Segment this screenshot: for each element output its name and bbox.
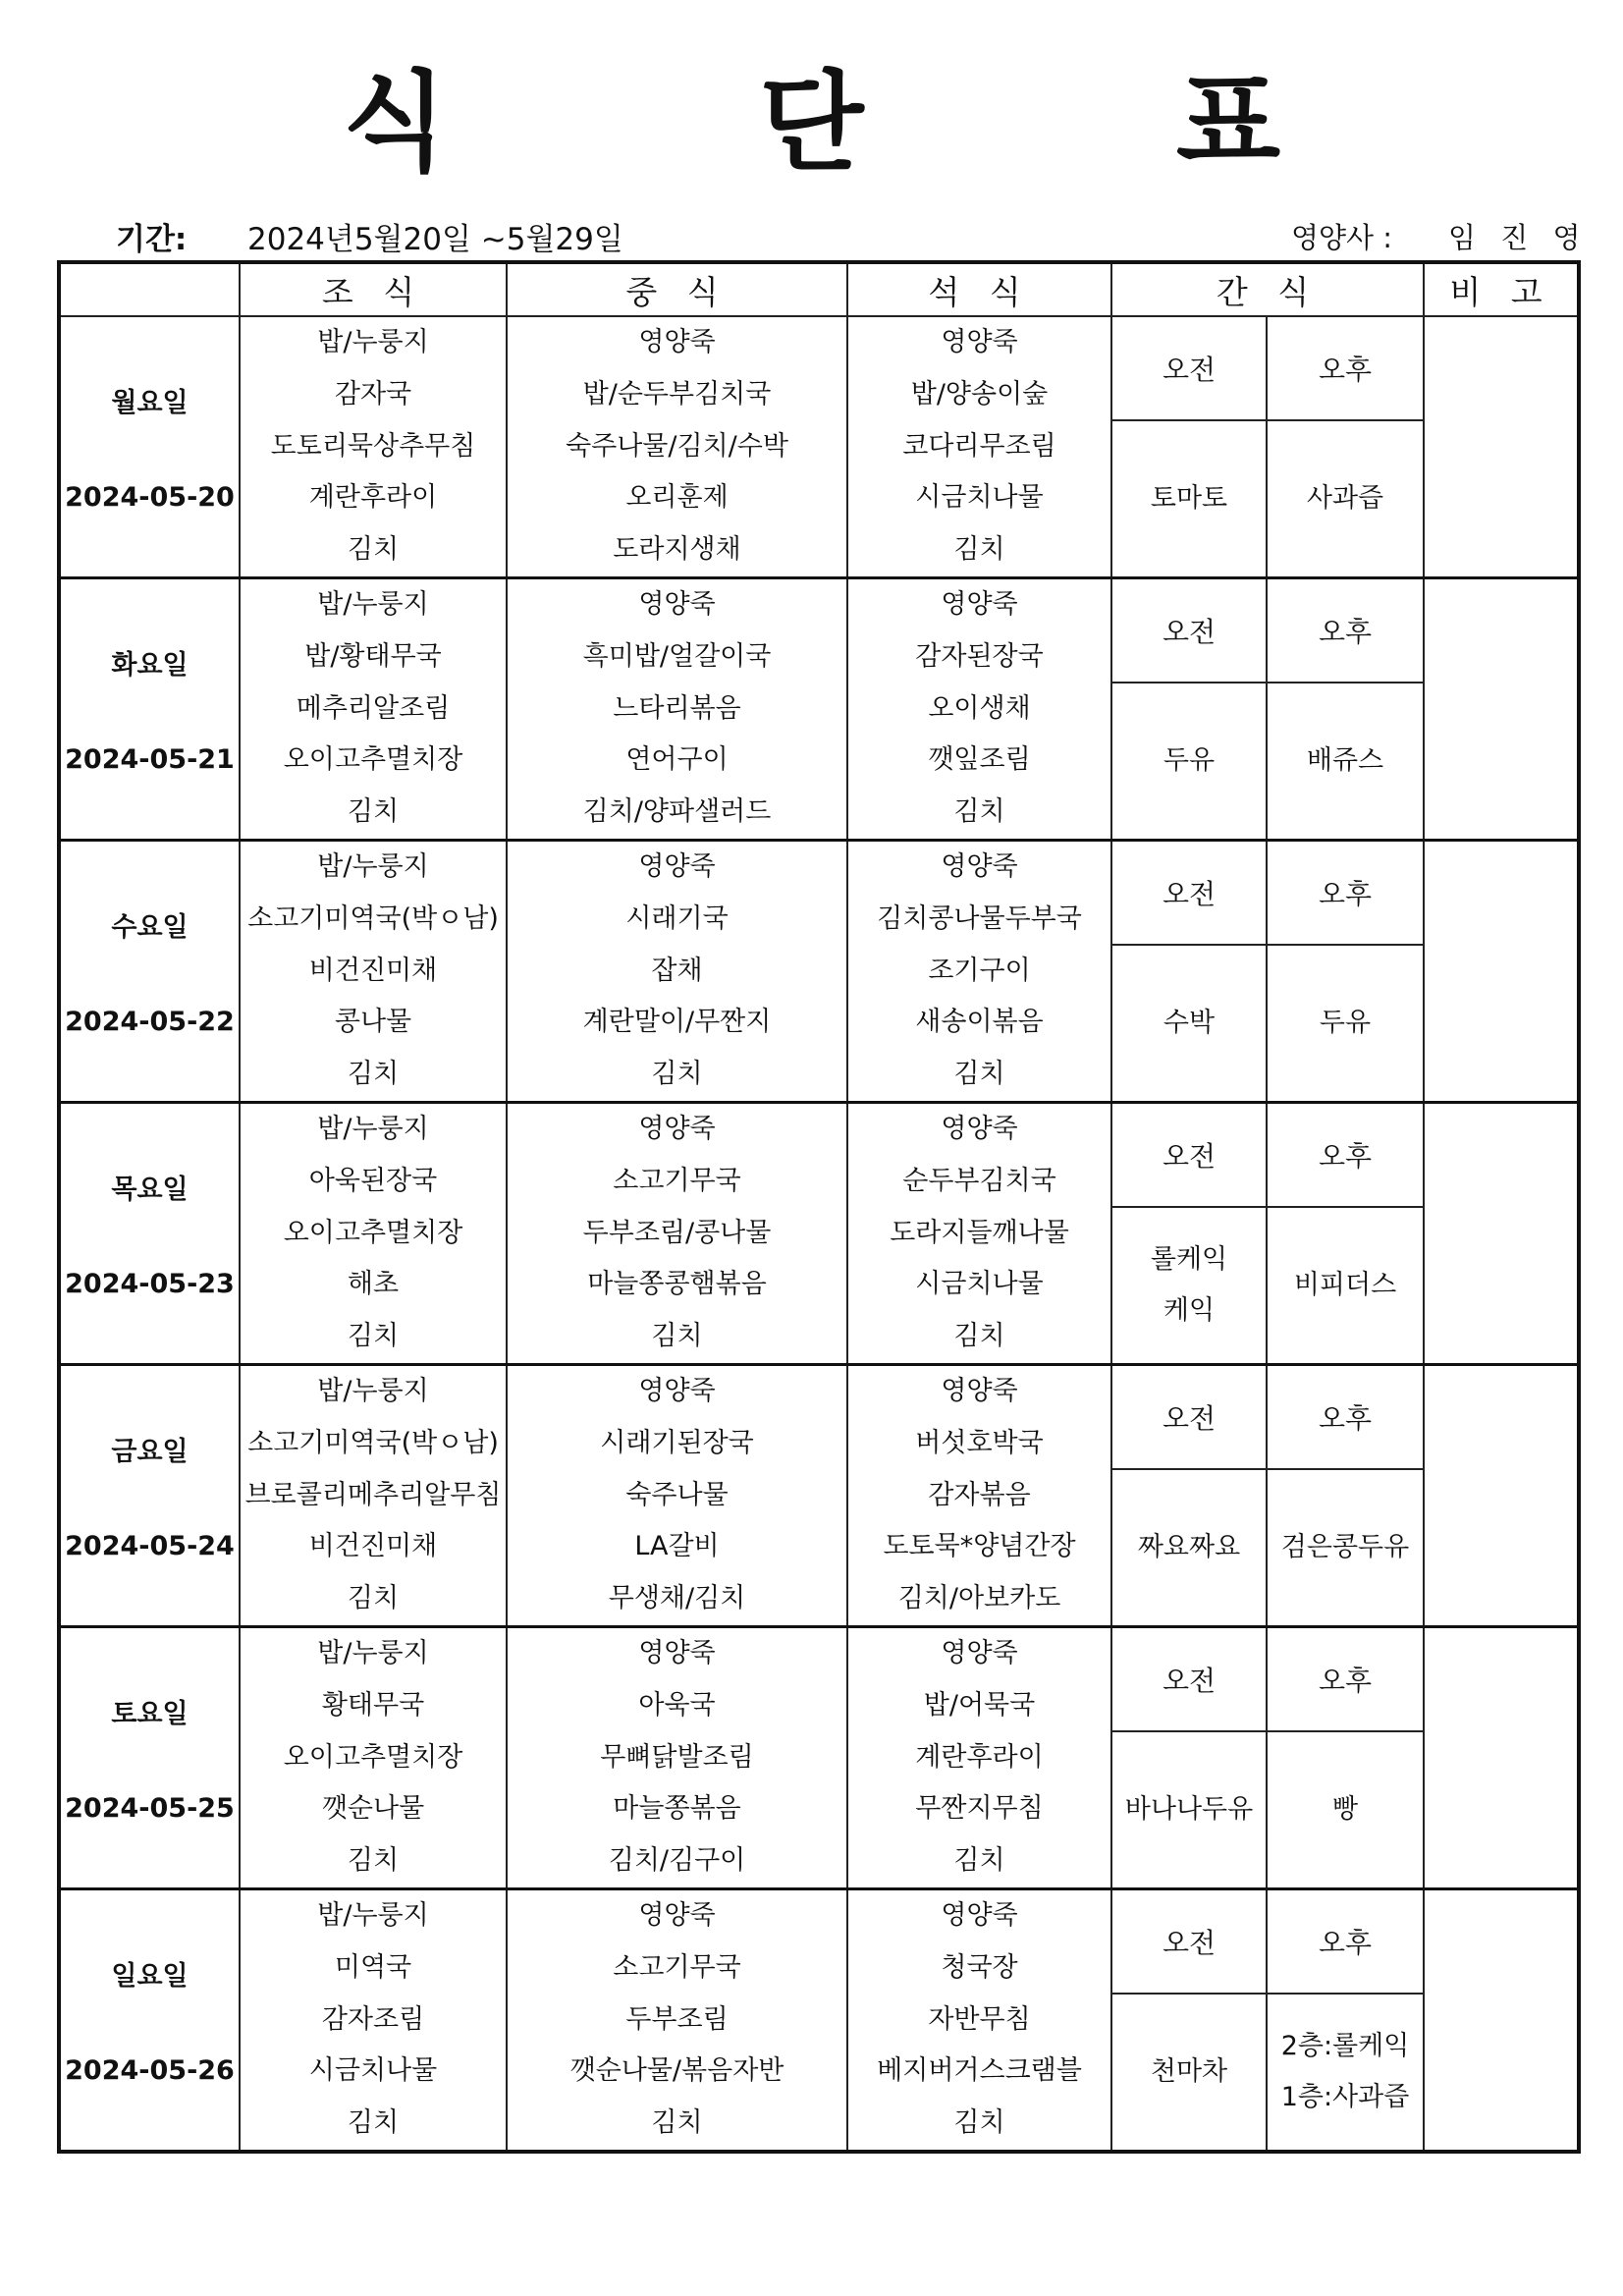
header-lunch: 중 식: [507, 262, 847, 316]
dinner-item: 베지버거스크램블: [877, 2055, 1082, 2087]
breakfast-item: 비건진미채: [308, 1531, 438, 1562]
snack-pm-label: 오후: [1267, 1626, 1424, 1731]
day-name: 토요일: [111, 1698, 189, 1729]
breakfast-cell: [240, 1364, 507, 1626]
breakfast-cell: [240, 316, 507, 577]
breakfast-item: 밥/누룽지: [317, 1637, 429, 1668]
snack-pm-cell: [1267, 1207, 1424, 1364]
dinner-cell: [847, 316, 1111, 577]
day-date: 2024-05-22: [65, 1006, 235, 1037]
snack-am-label: 오전: [1111, 577, 1267, 683]
dinner-item: 깻잎조림: [928, 744, 1031, 776]
lunch-item: 김치/김구이: [608, 1845, 746, 1877]
breakfast-item: 오이고추멸치장: [283, 1741, 463, 1773]
snack-am-cell: [1111, 1731, 1267, 1888]
lunch-item: 아욱국: [638, 1689, 716, 1721]
snack-am-item: 토마토: [1150, 482, 1228, 514]
day-cell: [59, 1102, 240, 1364]
snack-am-label: 오전: [1111, 1626, 1267, 1731]
dinner-cell: [847, 1888, 1111, 2151]
lunch-item: 소고기무국: [613, 1951, 741, 1983]
dietitian-label: 영양사 :: [1291, 221, 1393, 254]
snack-pm-item: 배쥬스: [1306, 744, 1384, 776]
day-date: 2024-05-21: [65, 743, 235, 775]
header-snack: 간 식: [1111, 262, 1424, 316]
snack-pm-label: 오후: [1267, 840, 1424, 945]
lunch-cell: [507, 1364, 847, 1626]
period-value: 2024년5월20일 ~5월29일: [247, 222, 623, 257]
breakfast-item: 감자국: [334, 378, 412, 410]
snack-am-cell: [1111, 1994, 1267, 2152]
snack-pm-item: 사과즙: [1306, 482, 1384, 514]
breakfast-item: 김치: [347, 1321, 400, 1352]
dinner-item: 김치/아보카도: [897, 1583, 1061, 1614]
lunch-item: LA갈비: [634, 1531, 720, 1562]
dinner-item: 영양죽: [941, 1637, 1018, 1668]
snack-am-item: 바나나두유: [1124, 1793, 1254, 1825]
lunch-item: 계란말이/무짠지: [582, 1007, 772, 1038]
lunch-item: 연어구이: [625, 744, 729, 776]
header-dinner: 석 식: [847, 262, 1111, 316]
dinner-item: 자반무침: [928, 2003, 1031, 2035]
breakfast-item: 소고기미역국(박ㅇ남): [247, 902, 499, 934]
snack-pm-item: 두유: [1319, 1007, 1372, 1038]
day-date: 2024-05-20: [65, 481, 235, 513]
dinner-item: 영양죽: [941, 588, 1018, 620]
snack-am-label: 오전: [1111, 1888, 1267, 1994]
dinner-item: 밥/어묵국: [923, 1689, 1036, 1721]
day-name: 목요일: [111, 1174, 189, 1205]
snack-am-item: 천마차: [1150, 2055, 1228, 2087]
lunch-item: 무뼈닭발조림: [600, 1741, 754, 1773]
lunch-cell: [507, 1102, 847, 1364]
snack-pm-item: 검은콩두유: [1280, 1531, 1410, 1562]
lunch-item: 영양죽: [638, 1375, 716, 1406]
snack-pm-cell: [1267, 1469, 1424, 1626]
snack-am-cell: [1111, 1469, 1267, 1626]
dinner-cell: [847, 1102, 1111, 1364]
snack-pm-label: 오후: [1267, 1364, 1424, 1469]
day-row: [59, 840, 1579, 945]
dinner-item: 밥/양송이숲: [910, 378, 1049, 410]
snack-am-item: 수박: [1163, 1007, 1216, 1038]
day-cell: [59, 1364, 240, 1626]
lunch-item: 마늘쫑볶음: [613, 1793, 741, 1825]
dinner-item: 김치: [953, 534, 1005, 566]
snack-pm-item: 2층:롤케익: [1280, 2030, 1410, 2061]
snack-am-item: 두유: [1163, 744, 1216, 776]
lunch-item: 영양죽: [638, 1899, 716, 1931]
dinner-item: 영양죽: [941, 1899, 1018, 1931]
dietitian-name: 임 진 영: [1448, 221, 1589, 254]
dinner-cell: [847, 1364, 1111, 1626]
note-cell: [1424, 1888, 1579, 2151]
breakfast-item: 밥/누룽지: [317, 1375, 429, 1406]
lunch-item: 영양죽: [638, 850, 716, 882]
dinner-item: 순두부김치국: [902, 1165, 1056, 1196]
dinner-item: 김치: [953, 1845, 1005, 1877]
snack-am-label: 오전: [1111, 840, 1267, 945]
snack-pm-cell: [1267, 1994, 1424, 2152]
snack-pm-item: 비피더스: [1293, 1269, 1397, 1300]
lunch-item: 김치/양파샐러드: [582, 796, 772, 828]
day-row: [59, 1102, 1579, 1207]
snack-pm-label: 오후: [1267, 1888, 1424, 1994]
dinner-item: 감자된장국: [915, 640, 1044, 672]
dinner-item: 새송이볶음: [915, 1007, 1044, 1038]
breakfast-item: 브로콜리메추리알무침: [244, 1479, 502, 1510]
lunch-item: 잡채: [651, 955, 703, 986]
dinner-item: 김치콩나물두부국: [877, 902, 1082, 934]
day-date: 2024-05-26: [65, 2054, 235, 2086]
breakfast-item: 밥/누룽지: [317, 1899, 429, 1931]
breakfast-item: 김치: [347, 796, 400, 828]
breakfast-item: 밥/누룽지: [317, 588, 429, 620]
breakfast-item: 오이고추멸치장: [283, 744, 463, 776]
lunch-item: 소고기무국: [613, 1165, 741, 1196]
dinner-cell: [847, 840, 1111, 1102]
dinner-item: 김치: [953, 2107, 1005, 2139]
day-row: [59, 577, 1579, 683]
lunch-item: 숙주나물: [625, 1479, 729, 1510]
breakfast-item: 황태무국: [321, 1689, 425, 1721]
snack-am-item: 케익: [1163, 1294, 1216, 1326]
lunch-item: 숙주나물/김치/수박: [566, 430, 788, 462]
day-row: [59, 1364, 1579, 1469]
lunch-cell: [507, 577, 847, 840]
lunch-item: 시래기국: [625, 902, 729, 934]
dinner-item: 영양죽: [941, 1375, 1018, 1406]
lunch-item: 느타리볶음: [613, 692, 741, 724]
day-cell: [59, 1888, 240, 2151]
snack-pm-label: 오후: [1267, 1102, 1424, 1207]
dinner-item: 도라지들깨나물: [890, 1217, 1069, 1248]
lunch-item: 영양죽: [638, 327, 716, 357]
breakfast-item: 김치: [347, 1845, 400, 1877]
breakfast-item: 밥/누룽지: [317, 850, 429, 882]
day-cell: [59, 840, 240, 1102]
lunch-cell: [507, 1626, 847, 1888]
breakfast-cell: [240, 840, 507, 1102]
breakfast-item: 김치: [347, 2107, 400, 2139]
snack-pm-cell: [1267, 1731, 1424, 1888]
header-breakfast: 조 식: [240, 262, 507, 316]
day-row: [59, 1888, 1579, 1994]
snack-pm-cell: [1267, 945, 1424, 1102]
dinner-item: 시금치나물: [915, 482, 1044, 514]
snack-am-cell: [1111, 1207, 1267, 1364]
lunch-item: 밥/순두부김치국: [582, 378, 772, 410]
breakfast-item: 김치: [347, 534, 400, 566]
note-cell: [1424, 1102, 1579, 1364]
breakfast-item: 밥/누룽지: [317, 327, 429, 357]
lunch-cell: [507, 316, 847, 577]
dinner-item: 조기구이: [928, 955, 1031, 986]
header-day-column: [59, 262, 240, 316]
breakfast-item: 김치: [347, 1583, 400, 1614]
snack-pm-label: 오후: [1267, 577, 1424, 683]
day-cell: [59, 1626, 240, 1888]
page-title: 식 단 표: [342, 60, 1419, 186]
breakfast-item: 해초: [347, 1269, 400, 1300]
snack-pm-cell: [1267, 683, 1424, 840]
lunch-item: 흑미밥/얼갈이국: [582, 640, 772, 672]
note-cell: [1424, 840, 1579, 1102]
header-note: 비 고: [1424, 262, 1579, 316]
note-cell: [1424, 1626, 1579, 1888]
dinner-item: 청국장: [941, 1951, 1018, 1983]
dinner-item: 김치: [953, 1059, 1005, 1090]
day-cell: [59, 577, 240, 840]
day-cell: [59, 316, 240, 577]
dinner-item: 버섯호박국: [915, 1427, 1044, 1458]
breakfast-cell: [240, 1102, 507, 1364]
lunch-item: 마늘쫑콩햄볶음: [587, 1269, 767, 1300]
dinner-item: 도토묵*양념간장: [883, 1531, 1076, 1562]
meal-plan-table: [57, 260, 1581, 2154]
dinner-item: 영양죽: [941, 327, 1018, 357]
note-cell: [1424, 1364, 1579, 1626]
breakfast-item: 메추리알조림: [296, 692, 451, 724]
lunch-cell: [507, 1888, 847, 2151]
lunch-item: 무생채/김치: [608, 1583, 746, 1614]
day-row: [59, 316, 1579, 420]
period-label: 기간:: [116, 222, 188, 257]
snack-am-label: 오전: [1111, 316, 1267, 420]
snack-pm-label: 오후: [1267, 316, 1424, 420]
lunch-item: 깻순나물/볶음자반: [569, 2055, 784, 2087]
breakfast-cell: [240, 577, 507, 840]
dinner-item: 김치: [953, 796, 1005, 828]
dinner-item: 코다리무조림: [902, 430, 1056, 462]
snack-am-label: 오전: [1111, 1364, 1267, 1469]
lunch-item: 김치: [651, 2107, 703, 2139]
lunch-item: 영양죽: [638, 1113, 716, 1144]
snack-pm-cell: [1267, 420, 1424, 577]
dinner-item: 오이생채: [928, 692, 1031, 724]
breakfast-cell: [240, 1626, 507, 1888]
breakfast-item: 밥/황태무국: [304, 640, 442, 672]
lunch-item: 오리훈제: [625, 482, 729, 514]
lunch-item: 김치: [651, 1059, 703, 1090]
dinner-item: 영양죽: [941, 850, 1018, 882]
day-date: 2024-05-25: [65, 1792, 235, 1824]
lunch-item: 시래기된장국: [600, 1427, 754, 1458]
breakfast-item: 밥/누룽지: [317, 1113, 429, 1144]
day-name: 월요일: [111, 387, 189, 418]
day-name: 일요일: [111, 1960, 189, 1992]
breakfast-item: 오이고추멸치장: [283, 1217, 463, 1248]
lunch-item: 김치: [651, 1321, 703, 1352]
breakfast-item: 김치: [347, 1059, 400, 1090]
lunch-item: 영양죽: [638, 1637, 716, 1668]
snack-am-cell: [1111, 945, 1267, 1102]
dinner-item: 계란후라이: [915, 1741, 1044, 1773]
dinner-item: 김치: [953, 1321, 1005, 1352]
day-name: 화요일: [111, 649, 189, 681]
day-date: 2024-05-24: [65, 1530, 235, 1561]
snack-am-cell: [1111, 420, 1267, 577]
breakfast-item: 콩나물: [334, 1007, 412, 1038]
lunch-item: 영양죽: [638, 588, 716, 620]
breakfast-item: 아욱된장국: [308, 1165, 438, 1196]
snack-pm-item: 1층:사과즙: [1280, 2081, 1410, 2112]
breakfast-item: 미역국: [334, 1951, 412, 1983]
note-cell: [1424, 577, 1579, 840]
lunch-item: 두부조림/콩나물: [582, 1217, 772, 1248]
day-name: 금요일: [111, 1436, 189, 1467]
snack-am-cell: [1111, 683, 1267, 840]
breakfast-item: 깻순나물: [321, 1793, 425, 1825]
snack-am-item: 짜요짜요: [1137, 1531, 1241, 1562]
lunch-item: 두부조림: [625, 2003, 729, 2035]
breakfast-item: 감자조림: [321, 2003, 425, 2035]
dinner-item: 영양죽: [941, 1113, 1018, 1144]
breakfast-item: 소고기미역국(박ㅇ남): [247, 1427, 499, 1458]
snack-am-item: 롤케익: [1150, 1243, 1228, 1275]
breakfast-item: 도토리묵상추무침: [270, 430, 476, 462]
lunch-item: 도라지생채: [613, 534, 741, 566]
dinner-item: 감자볶음: [928, 1479, 1031, 1510]
lunch-cell: [507, 840, 847, 1102]
day-name: 수요일: [111, 911, 189, 943]
breakfast-item: 비건진미채: [308, 955, 438, 986]
dinner-item: 시금치나물: [915, 1269, 1044, 1300]
day-row: [59, 1626, 1579, 1731]
note-cell: [1424, 316, 1579, 577]
dinner-cell: [847, 1626, 1111, 1888]
breakfast-cell: [240, 1888, 507, 2151]
snack-pm-item: 빵: [1331, 1793, 1359, 1825]
dinner-item: 무짠지무침: [915, 1793, 1044, 1825]
breakfast-item: 계란후라이: [308, 482, 438, 514]
snack-am-label: 오전: [1111, 1102, 1267, 1207]
day-date: 2024-05-23: [65, 1268, 235, 1299]
breakfast-item: 시금치나물: [308, 2055, 438, 2087]
dinner-cell: [847, 577, 1111, 840]
